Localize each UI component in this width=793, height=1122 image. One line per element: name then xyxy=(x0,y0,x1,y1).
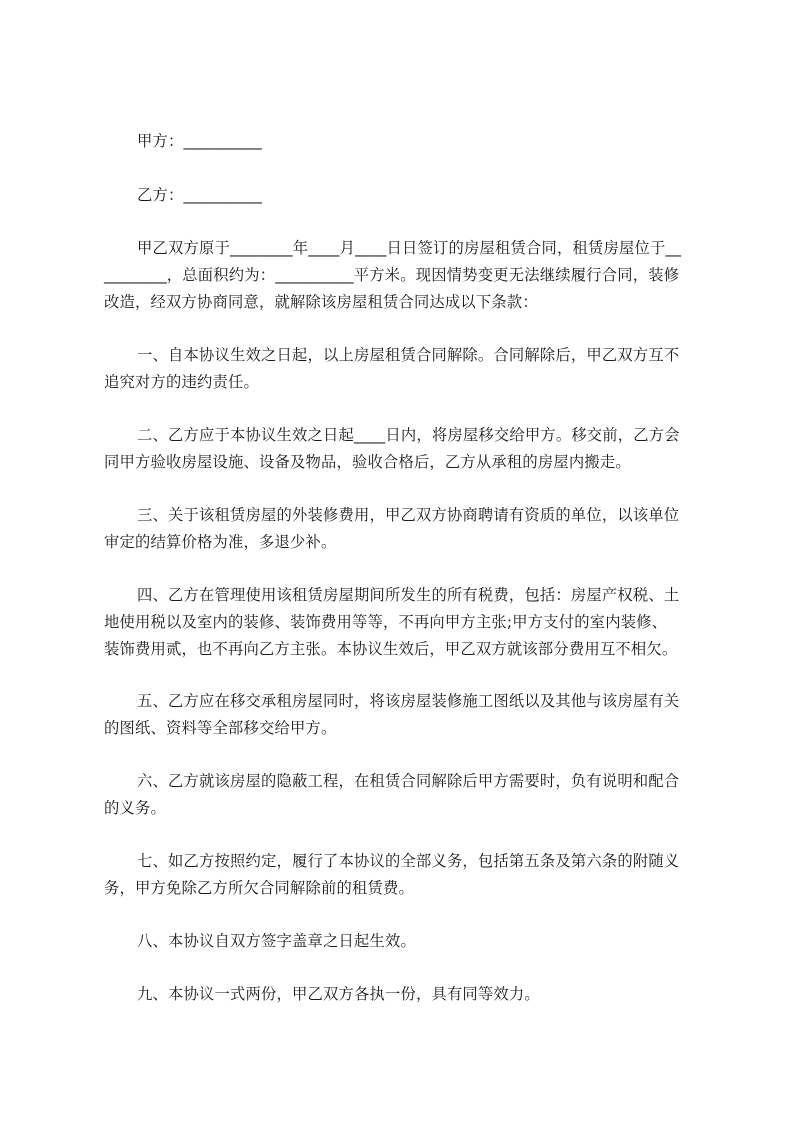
clause-7-line-1: 七、如乙方按照约定，履行了本协议的全部义务，包括第五条及第六条的附随义 xyxy=(137,852,680,870)
clause-6-line-2: 的义务。 xyxy=(104,799,166,817)
clause-2-line-1: 二、乙方应于本协议生效之日起____日内，将房屋移交给甲方。移交前，乙方会 xyxy=(137,426,680,444)
intro-line-1: 甲乙双方原于________年____月____日日签订的房屋租赁合同，租赁房屋位于__ xyxy=(137,239,682,257)
clause-4-line-3: 装饰费用贰，也不再向乙方主张。本协议生效后，甲乙双方就该部分费用互不相欠。 xyxy=(104,640,678,658)
clause-1-line-2: 追究对方的违约责任。 xyxy=(104,373,259,391)
party-a-line: 甲方：__________ xyxy=(137,132,262,150)
clause-5-line-2: 的图纸、资料等全部移交给甲方。 xyxy=(104,719,337,737)
clause-2-line-2: 同甲方验收房屋设施、设备及物品，验收合格后，乙方从承租的房屋内搬走。 xyxy=(104,453,631,471)
clause-9: 九、本协议一式两份，甲乙双方各执一份，具有同等效力。 xyxy=(137,985,540,1003)
intro-line-3: 改造，经双方协商同意，就解除该房屋租赁合同达成以下条款： xyxy=(104,293,538,311)
clause-5-line-1: 五、乙方应在移交承租房屋同时，将该房屋装修施工图纸以及其他与该房屋有关 xyxy=(137,692,680,710)
clause-1-line-1: 一、自本协议生效之日起，以上房屋租赁合同解除。合同解除后，甲乙双方互不 xyxy=(137,346,680,364)
intro-line-2: ________，总面积约为：__________平方米。现因情势变更无法继续履行合同，装修 xyxy=(104,266,680,284)
clause-8: 八、本协议自双方签字盖章之日起生效。 xyxy=(137,932,416,950)
clause-3-line-1: 三、关于该租赁房屋的外装修费用，甲乙双方协商聘请有资质的单位，以该单位 xyxy=(137,506,680,524)
clause-4-line-1: 四、乙方在管理使用该租赁房屋期间所发生的所有税费，包括：房屋产权税、土 xyxy=(137,586,680,604)
clause-7-line-2: 务，甲方免除乙方所欠合同解除前的租赁费。 xyxy=(104,879,414,897)
party-b-line: 乙方：__________ xyxy=(137,186,262,204)
clause-4-line-2: 地使用税以及室内的装修、装饰费用等等，不再向甲方主张;甲方支付的室内装修、 xyxy=(104,613,668,631)
clause-3-line-2: 审定的结算价格为准，多退少补。 xyxy=(104,533,337,551)
clause-6-line-1: 六、乙方就该房屋的隐蔽工程，在租赁合同解除后甲方需要时，负有说明和配合 xyxy=(137,772,680,790)
